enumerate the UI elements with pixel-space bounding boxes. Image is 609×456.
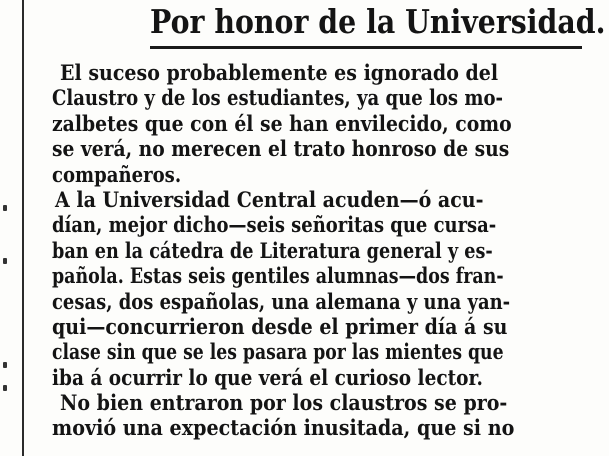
article-line: [52, 314, 602, 339]
article-line-text: pañola. Estas seis gentiles alumnas—dos fran-: [52, 263, 504, 289]
article-line-text: clase sin que se les pasara por las mientes que: [52, 339, 504, 365]
article-line: [52, 289, 602, 314]
article-line: [52, 212, 602, 237]
article-line-text: cesas, dos españolas, una alemana y una yan-: [52, 288, 511, 314]
margin-speck: [3, 205, 7, 211]
article-line-text: movió una expectación inusitada, que si no: [52, 415, 515, 441]
margin-speck: [3, 385, 7, 391]
article-line-text: se verá, no merecen el trato honroso de sus: [52, 136, 510, 162]
article-headline: Por honor de la Universidad.: [150, 2, 606, 41]
article-line-text: iba á ocurrir lo que verá el curioso lector.: [52, 364, 483, 390]
article-line: [52, 339, 602, 364]
article-line: [52, 238, 602, 263]
article-line-text: compañeros.: [52, 161, 182, 187]
article-line-text: El suceso probablemente es ignorado del: [60, 60, 499, 85]
article-line: [52, 390, 602, 415]
article-line-text: ban en la cátedra de Literatura general y es-: [52, 237, 493, 263]
column-rule: [22, 0, 24, 456]
article-line: [52, 263, 602, 288]
article-line: [52, 187, 602, 212]
article-line: [52, 415, 602, 440]
article-line: [52, 365, 602, 390]
headline-underline: [150, 46, 582, 49]
article-line-text: qui—concurrieron desde el primer día á su: [52, 313, 508, 339]
article-line-text: dían, mejor dicho—seis señoritas que cursa-: [52, 212, 497, 238]
article-line: [52, 136, 602, 161]
article-line-text: Claustro y de los estudiantes, ya que los mo-: [52, 85, 504, 111]
margin-speck: [3, 258, 7, 264]
article-line-text: No bien entraron por los claustros se pro-: [60, 390, 508, 416]
article-line: [52, 111, 602, 136]
article-line: [52, 162, 602, 187]
article-line-text: zalbetes que con él se han envilecido, como: [52, 110, 512, 136]
article-line-text: A la Universidad Central acuden—ó acu-: [55, 186, 484, 212]
article-line: [52, 85, 602, 110]
article-body: [52, 60, 602, 441]
article-line: [52, 60, 602, 85]
margin-speck: [3, 362, 7, 368]
